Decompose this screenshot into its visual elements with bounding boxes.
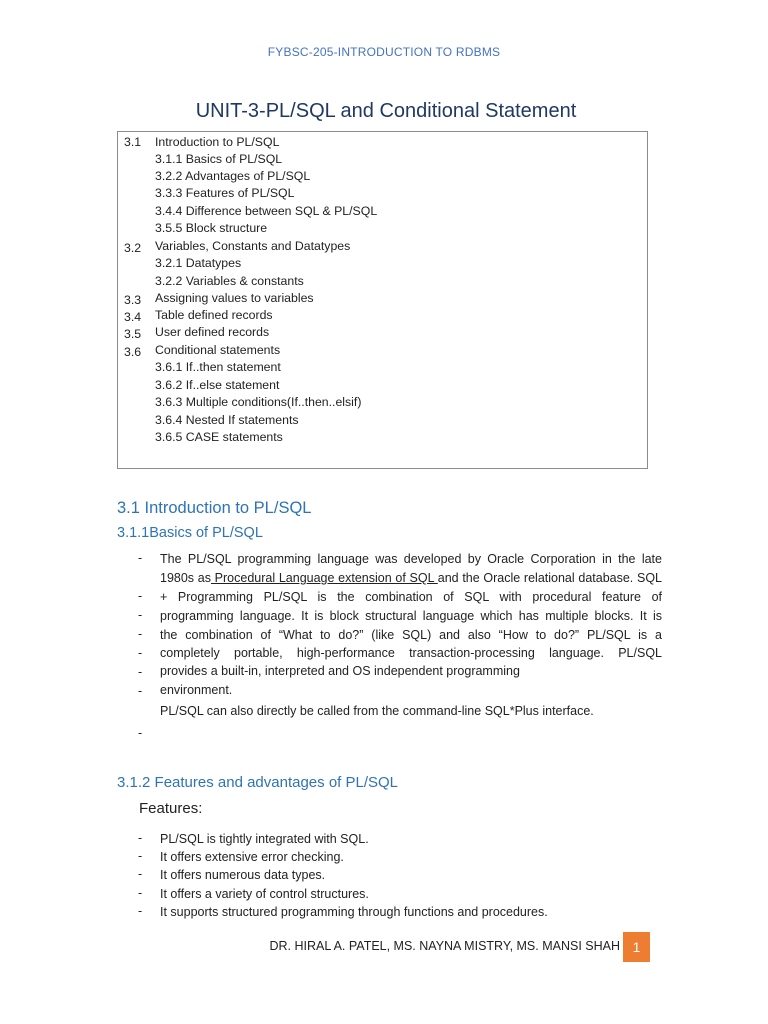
- bullet-dash: -: [138, 646, 143, 660]
- toc-label: 3.2.1 Datatypes: [155, 256, 242, 270]
- bullet-dash: -: [138, 831, 143, 845]
- toc-label: 3.1.1 Basics of PL/SQL: [155, 152, 283, 166]
- table-of-contents: [117, 131, 648, 469]
- features-label: Features:: [139, 800, 203, 817]
- paragraph-text: and the Oracle relational database. SQL: [437, 571, 662, 585]
- bullet-dash: -: [138, 608, 143, 622]
- toc-label: 3.2.2 Variables & constants: [155, 274, 304, 288]
- toc-number: 3.6: [124, 345, 142, 359]
- paragraph-line: The PL/SQL programming language was developed by Oracle Corporation in the late: [160, 552, 662, 566]
- toc-label: 3.4.4 Difference between SQL & PL/SQL: [155, 204, 378, 218]
- bullet-dash: -: [138, 665, 143, 679]
- footer-authors: DR. HIRAL A. PATEL, MS. NAYNA MISTRY, MS. MANSI SHAH: [269, 939, 620, 953]
- underlined-term: Procedural Language extension of SQL: [210, 571, 438, 585]
- toc-label: 3.2.2 Advantages of PL/SQL: [155, 169, 311, 183]
- paragraph-line: programming language. It is block structural language which has multiple blocks. It is: [160, 609, 662, 623]
- toc-label: Conditional statements: [155, 343, 281, 357]
- section-heading-intro: 3.1 Introduction to PL/SQL: [117, 499, 312, 517]
- bullet-dash: -: [138, 589, 143, 603]
- paragraph-line: [160, 570, 662, 586]
- list-item: It supports structured programming through functions and procedures.: [160, 905, 548, 919]
- paragraph-line: environment.: [160, 683, 233, 697]
- bullet-dash: -: [138, 904, 143, 918]
- page-number: 1: [623, 932, 650, 962]
- toc-label: 3.6.5 CASE statements: [155, 430, 283, 444]
- paragraph-line: the combination of “What to do?” (like SQL) and also “How to do?” PL/SQL is a: [160, 628, 662, 642]
- toc-number: 3.4: [124, 310, 142, 324]
- subsection-heading-features: 3.1.2 Features and advantages of PL/SQL: [117, 774, 399, 791]
- paragraph-text: 1980s as: [160, 571, 211, 585]
- toc-label: Introduction to PL/SQL: [155, 135, 280, 149]
- toc-label: User defined records: [155, 325, 270, 339]
- paragraph-line: + Programming PL/SQL is the combination of SQL with procedural feature of: [160, 590, 662, 604]
- running-header: FYBSC-205-INTRODUCTION TO RDBMS: [267, 45, 501, 59]
- bullet-dash: -: [138, 886, 143, 900]
- bullet-dash: -: [138, 867, 143, 881]
- bullet-dash: -: [138, 551, 143, 565]
- bullet-dash: -: [138, 627, 143, 641]
- toc-label: Variables, Constants and Datatypes: [155, 239, 351, 253]
- subsection-heading-basics: 3.1.1Basics of PL/SQL: [117, 525, 263, 541]
- toc-label: Assigning values to variables: [155, 291, 314, 305]
- toc-label: 3.6.4 Nested If statements: [155, 413, 299, 427]
- bullet-dash: -: [138, 684, 143, 698]
- paragraph-line: PL/SQL can also directly be called from the command-line SQL*Plus interface.: [160, 704, 594, 718]
- toc-number: 3.1: [124, 135, 142, 149]
- list-item: PL/SQL is tightly integrated with SQL.: [160, 832, 369, 846]
- list-item: It offers extensive error checking.: [160, 850, 344, 864]
- bullet-dash: -: [138, 849, 143, 863]
- list-item: It offers numerous data types.: [160, 868, 326, 882]
- paragraph-line: provides a built-in, interpreted and OS independent programming: [160, 664, 520, 678]
- toc-number: 3.3: [124, 293, 142, 307]
- unit-title: UNIT-3-PL/SQL and Conditional Statement: [195, 100, 577, 122]
- toc-label: Table defined records: [155, 308, 273, 322]
- toc-number: 3.2: [124, 241, 142, 255]
- toc-label: 3.6.2 If..else statement: [155, 378, 280, 392]
- toc-number: 3.5: [124, 327, 142, 341]
- toc-label: 3.6.1 If..then statement: [155, 360, 281, 374]
- toc-label: 3.5.5 Block structure: [155, 221, 268, 235]
- paragraph-line: completely portable, high-performance transaction-processing language. PL/SQL: [160, 646, 662, 660]
- bullet-dash: -: [138, 726, 143, 740]
- list-item: It offers a variety of control structures.: [160, 887, 369, 901]
- toc-label: 3.3.3 Features of PL/SQL: [155, 186, 295, 200]
- toc-label: 3.6.3 Multiple conditions(If..then..elsif): [155, 395, 362, 409]
